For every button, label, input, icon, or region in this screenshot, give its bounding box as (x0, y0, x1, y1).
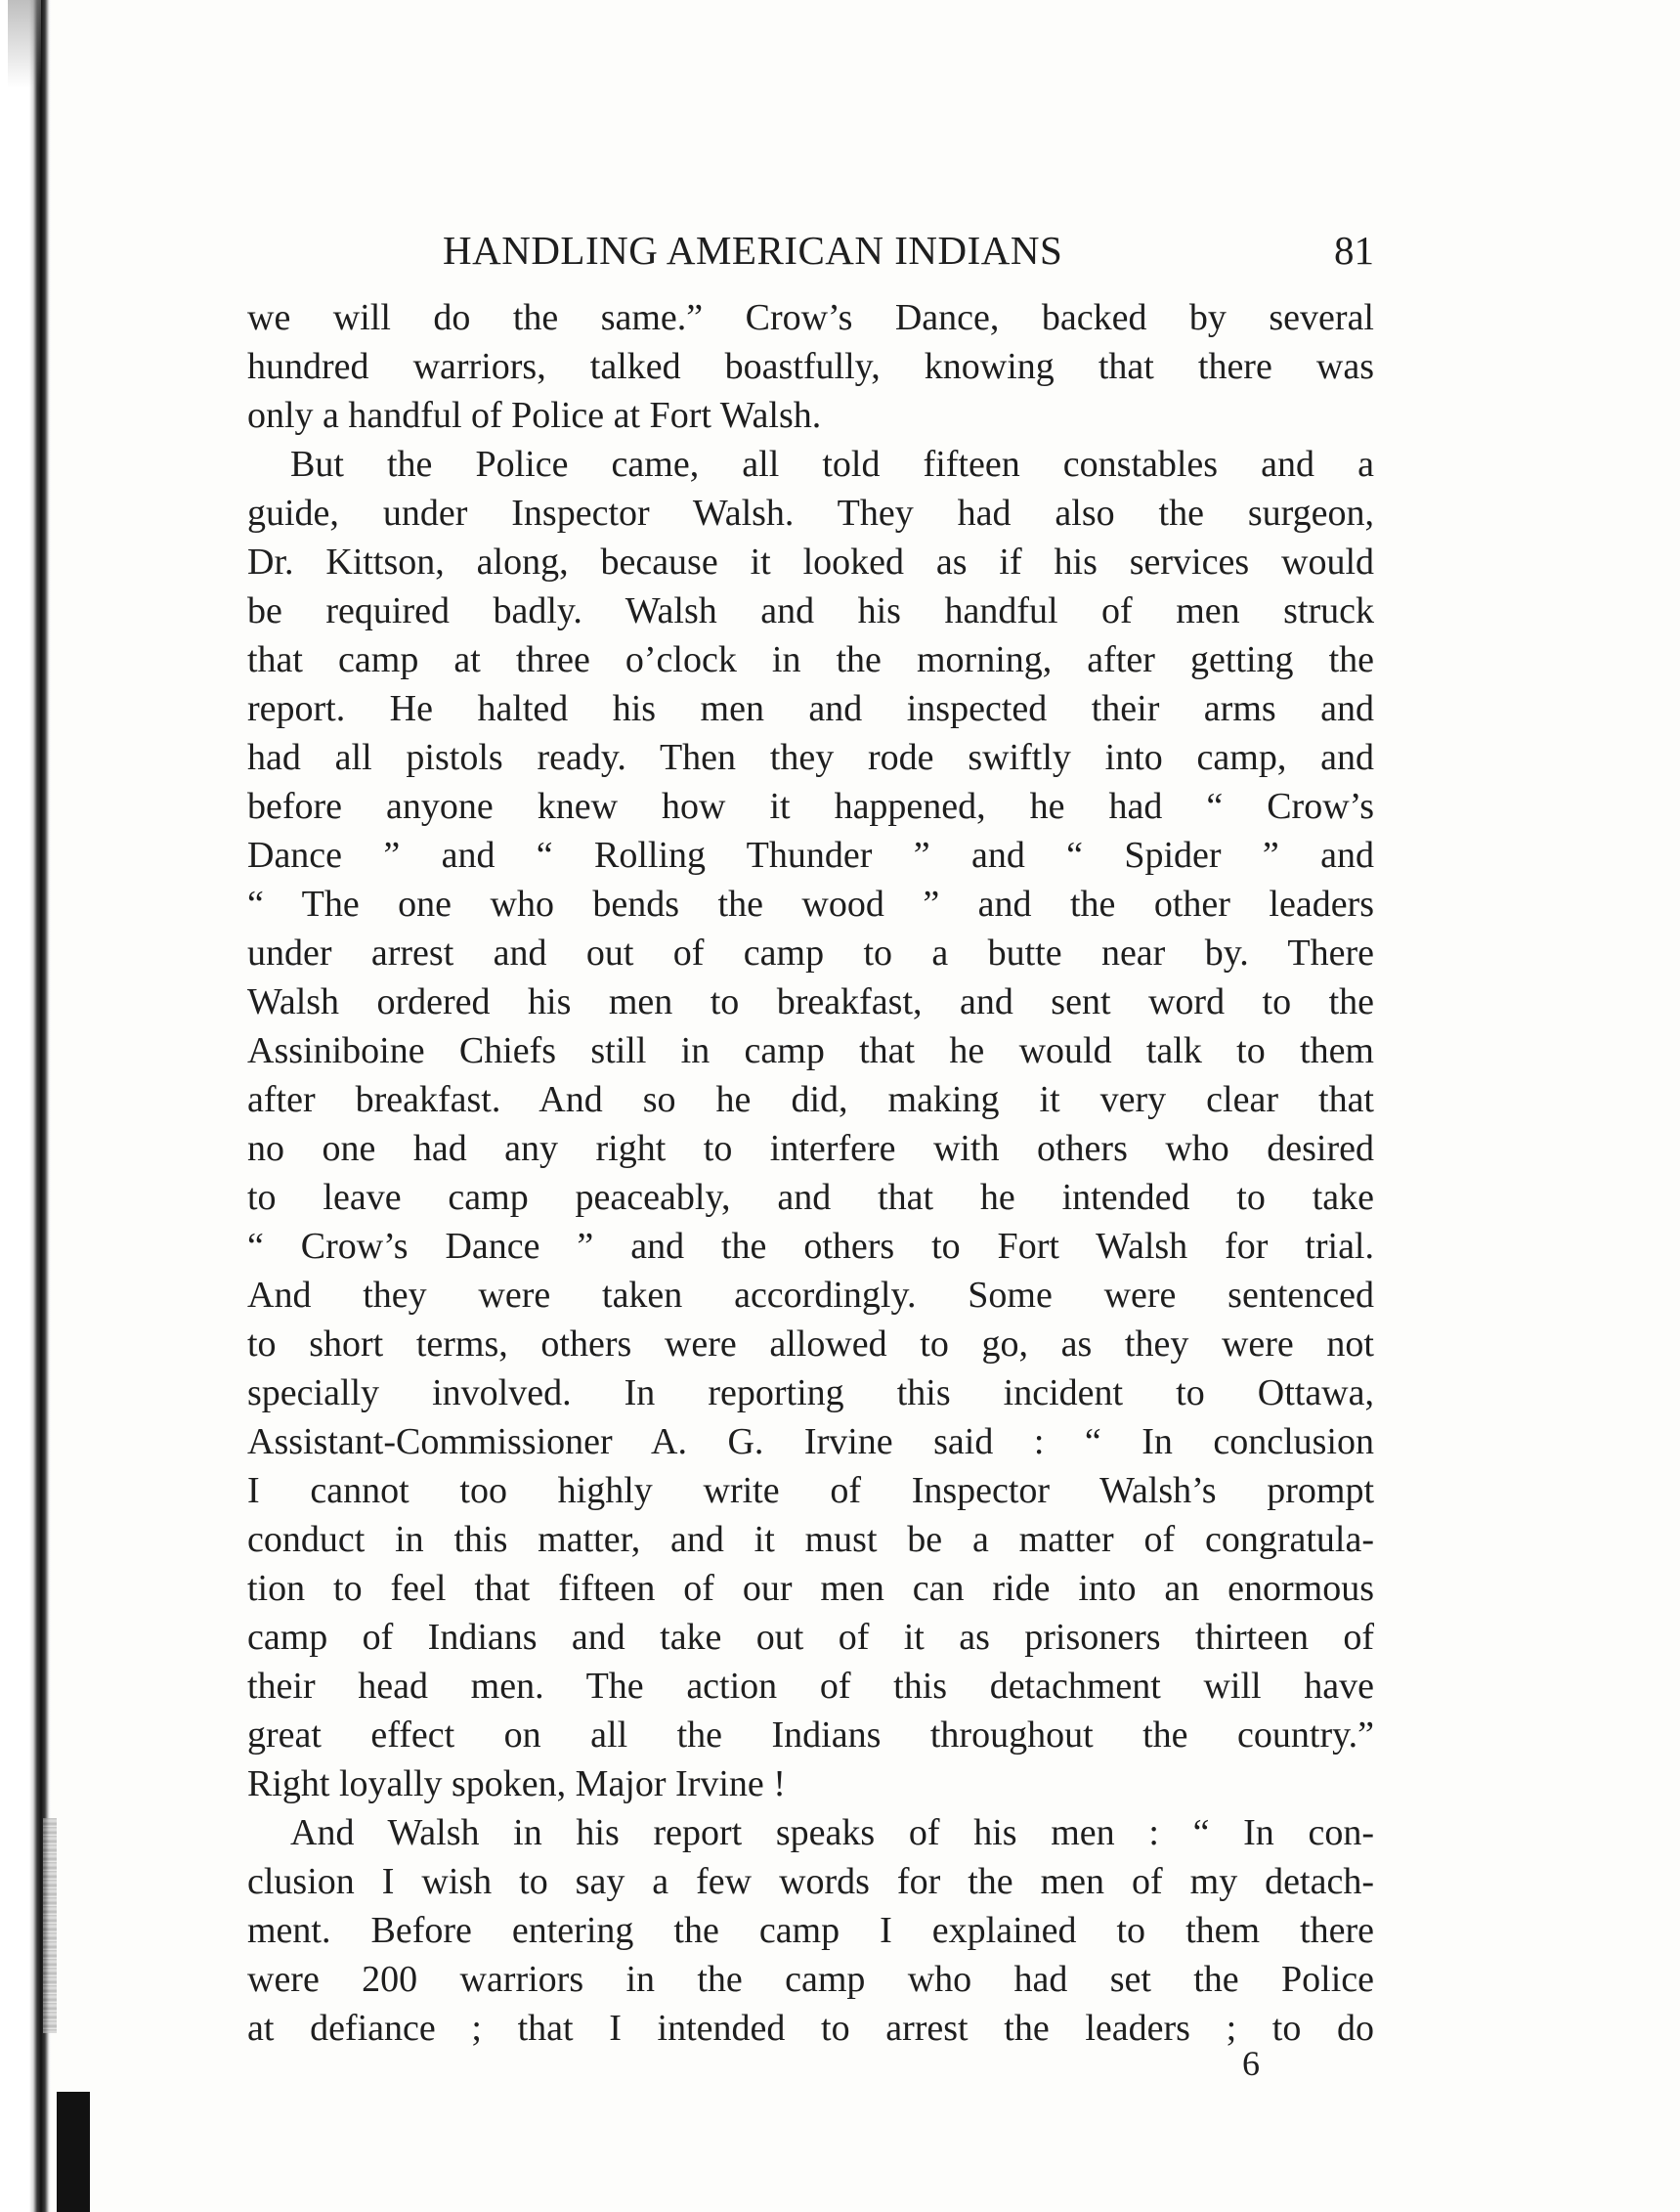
text-line: Right loyally spoken, Major Irvine ! (247, 1763, 786, 1804)
text-line: Dr. Kittson, along, because it looked as if his services would (247, 542, 1374, 583)
text-line: be required badly. Walsh and his handful of men struck (247, 590, 1374, 631)
text-line: hundred warriors, talked boastfully, knowing that there was (247, 346, 1374, 387)
text-line: And Walsh in his report speaks of his men : “ In con- (290, 1812, 1374, 1853)
text-line: conduct in this matter, and it must be a matter of congratula- (247, 1519, 1374, 1560)
text-line: under arrest and out of camp to a butte near by. There (247, 933, 1374, 974)
page-number: 81 (1334, 228, 1374, 273)
scan-smudge-bottom (43, 1818, 57, 2033)
text-line: great effect on all the Indians throughout the country.” (247, 1714, 1374, 1756)
text-line: tion to feel that fifteen of our men can ride into an enormous (247, 1568, 1374, 1609)
text-line: their head men. The action of this detachment will have (247, 1666, 1374, 1707)
text-line: “ Crow’s Dance ” and the others to Fort Walsh for trial. (247, 1226, 1374, 1267)
text-line: before anyone knew how it happened, he had “ Crow’s (247, 786, 1374, 827)
text-line: Dance ” and “ Rolling Thunder ” and “ Spider ” and (247, 835, 1374, 876)
text-line: Walsh ordered his men to breakfast, and sent word to the (247, 981, 1374, 1022)
text-line: camp of Indians and take out of it as prisoners thirteen of (247, 1617, 1374, 1658)
text-line: only a handful of Police at Fort Walsh. (247, 395, 822, 436)
text-line: clusion I wish to say a few words for the men of my detach- (247, 1861, 1374, 1902)
body-text (247, 293, 1374, 2049)
text-line: “ The one who bends the wood ” and the other leaders (247, 884, 1374, 925)
text-line: But the Police came, all told fifteen constables and a (290, 444, 1374, 485)
text-line: specially involved. In reporting this incident to Ottawa, (247, 1372, 1374, 1413)
signature-mark: 6 (1242, 2044, 1260, 2083)
scan-smudge-top (8, 0, 41, 88)
text-line: had all pistols ready. Then they rode swiftly into camp, and (247, 737, 1374, 778)
running-title: HANDLING AMERICAN INDIANS (443, 228, 1063, 273)
text-line: after breakfast. And so he did, making it very clear that (247, 1079, 1374, 1120)
text-line: to short terms, others were allowed to go, as they were not (247, 1323, 1374, 1365)
text-line: I cannot too highly write of Inspector Walsh’s prompt (247, 1470, 1374, 1511)
text-line: And they were taken accordingly. Some were sentenced (247, 1275, 1374, 1316)
text-line: that camp at three o’clock in the morning, after getting the (247, 639, 1374, 680)
text-line: were 200 warriors in the camp who had set the Police (247, 1959, 1374, 2000)
text-line: to leave camp peaceably, and that he intended to take (247, 1177, 1374, 1218)
text-line: at defiance ; that I intended to arrest the leaders ; to do (247, 2008, 1374, 2049)
text-line: guide, under Inspector Walsh. They had also the surgeon, (247, 493, 1374, 534)
text-line: no one had any right to interfere with others who desired (247, 1128, 1374, 1169)
text-line: report. He halted his men and inspected their arms and (247, 688, 1374, 729)
text-line: we will do the same.” Crow’s Dance, backed by several (247, 297, 1374, 338)
binding-foot (57, 2092, 90, 2212)
text-line: Assistant-Commissioner A. G. Irvine said : “ In conclusion (247, 1421, 1374, 1462)
text-line: ment. Before entering the camp I explained to them there (247, 1910, 1374, 1951)
text-line: Assiniboine Chiefs still in camp that he would talk to them (247, 1030, 1374, 1071)
running-head (252, 227, 1374, 276)
